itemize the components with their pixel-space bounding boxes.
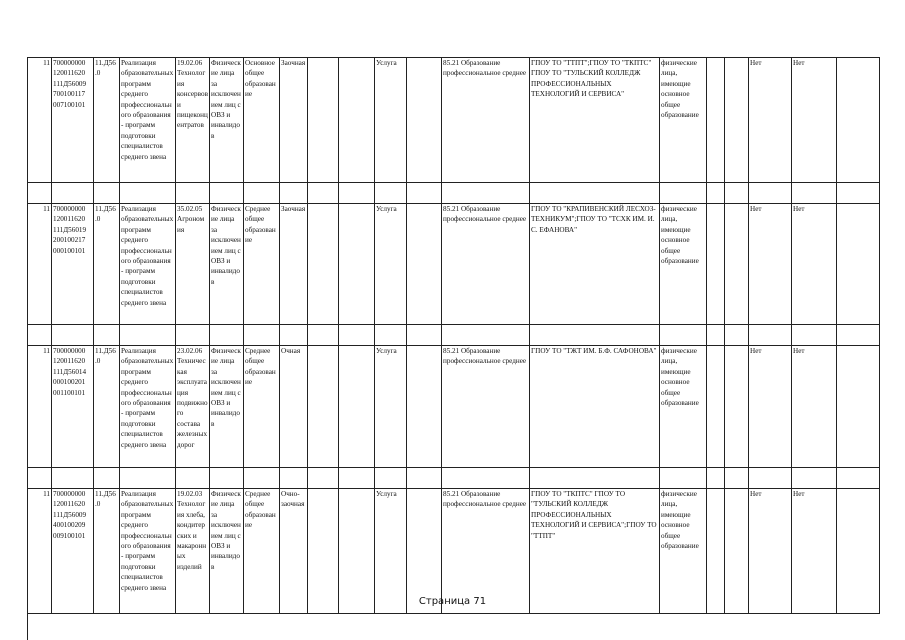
spacer-cell xyxy=(308,468,339,489)
spacer-cell xyxy=(244,183,280,204)
service-type-code: 11.Д56 .0 xyxy=(94,489,120,614)
education-form: Заочная xyxy=(280,58,308,183)
service-kind: Услуга xyxy=(375,58,407,183)
flag-regulated: Нет xyxy=(792,489,837,614)
spacer-cell xyxy=(120,468,176,489)
spacer-cell xyxy=(407,183,442,204)
empty-cell xyxy=(407,204,442,325)
service-kind: Услуга xyxy=(375,346,407,468)
okved-code: 85.21 Образование профессиональное среднее xyxy=(442,204,530,325)
registry-code: 700000000 120011620 111Д56009 700100117 007100101 xyxy=(52,58,94,183)
consumer-category: Физические лица за исключением лиц с ОВЗ и инвалидов xyxy=(210,58,244,183)
spacer-cell xyxy=(210,468,244,489)
consumers: физические лица, имеющие основное общее образование xyxy=(660,346,707,468)
empty-cell xyxy=(339,346,375,468)
spacer-cell xyxy=(442,468,530,489)
empty-cell xyxy=(308,489,339,614)
spacer-cell xyxy=(442,183,530,204)
service-name: Реализация образовательных программ среднего профессионального образования - программ подготовки специалистов среднего звена xyxy=(120,489,176,614)
spacer-cell xyxy=(210,325,244,346)
spacer-cell xyxy=(725,468,749,489)
spacer-cell xyxy=(28,325,52,346)
spacer-cell xyxy=(280,183,308,204)
empty-cell xyxy=(837,58,880,183)
spacer-cell xyxy=(52,183,94,204)
spacer-cell xyxy=(837,325,880,346)
registry-code: 700000000 120011620 111Д56014 000100201 001100101 xyxy=(52,346,94,468)
spacer-cell xyxy=(442,325,530,346)
spacer-cell xyxy=(530,325,660,346)
table-row xyxy=(28,489,880,614)
spacer-cell xyxy=(94,183,120,204)
empty-cell xyxy=(339,489,375,614)
row-number: 11 xyxy=(28,489,52,614)
service-type-code: 11.Д56 .0 xyxy=(94,204,120,325)
education-form: Заочная xyxy=(280,204,308,325)
spacer-cell xyxy=(792,325,837,346)
empty-cell xyxy=(707,489,725,614)
spacer-cell xyxy=(308,183,339,204)
spacer-cell xyxy=(210,183,244,204)
service-kind: Услуга xyxy=(375,204,407,325)
education-level: Среднее общее образование xyxy=(244,489,280,614)
flag-regulated: Нет xyxy=(792,58,837,183)
spacer-cell xyxy=(339,468,375,489)
services-registry-table xyxy=(27,57,880,614)
spacer-cell xyxy=(94,325,120,346)
spacer-cell xyxy=(280,468,308,489)
spacer-cell xyxy=(792,468,837,489)
flag-payable: Нет xyxy=(749,58,792,183)
empty-cell xyxy=(308,346,339,468)
consumers: физические лица, имеющие основное общее образование xyxy=(660,204,707,325)
spacer-cell xyxy=(176,183,210,204)
education-level: Основное общее образование xyxy=(244,58,280,183)
flag-regulated: Нет xyxy=(792,204,837,325)
empty-cell xyxy=(707,58,725,183)
spacer-cell xyxy=(792,183,837,204)
specialty: 19.02.06 Технология консервов и пищеконцентратов xyxy=(176,58,210,183)
spacer-cell xyxy=(280,325,308,346)
spacer-cell xyxy=(707,183,725,204)
service-name: Реализация образовательных программ среднего профессионального образования - программ подготовки специалистов среднего звена xyxy=(120,58,176,183)
spacer-cell xyxy=(375,468,407,489)
spacer-cell xyxy=(375,325,407,346)
spacer-cell xyxy=(339,325,375,346)
row-number: 11 xyxy=(28,204,52,325)
spacer-cell xyxy=(660,468,707,489)
spacer-cell xyxy=(52,325,94,346)
organizations: ГПОУ ТО "ТТПТ";ГПОУ ТО "ТКПТС" ГПОУ ТО "ТУЛЬСКИЙ КОЛЛЕДЖ ПРОФЕССИОНАЛЬНЫХ ТЕХНОЛОГИЙ И СЕРВИСА" xyxy=(530,58,660,183)
empty-cell xyxy=(407,58,442,183)
spacer-cell xyxy=(725,183,749,204)
empty-cell xyxy=(725,204,749,325)
service-kind: Услуга xyxy=(375,489,407,614)
spacer-cell xyxy=(707,468,725,489)
flag-regulated: Нет xyxy=(792,346,837,468)
education-form: Очно-заочная xyxy=(280,489,308,614)
spacer-cell xyxy=(530,183,660,204)
service-name: Реализация образовательных программ среднего профессионального образования - программ подготовки специалистов среднего звена xyxy=(120,346,176,468)
empty-cell xyxy=(837,346,880,468)
spacer-cell xyxy=(120,325,176,346)
spacer-cell xyxy=(375,183,407,204)
education-form: Очная xyxy=(280,346,308,468)
empty-cell xyxy=(707,346,725,468)
consumer-category: Физические лица за исключением лиц с ОВЗ и инвалидов xyxy=(210,204,244,325)
empty-cell xyxy=(339,58,375,183)
spacer-cell xyxy=(120,183,176,204)
spacer-cell xyxy=(244,468,280,489)
empty-cell xyxy=(308,204,339,325)
specialty: 23.02.06 Техническая эксплуатация подвижного состава железных дорог xyxy=(176,346,210,468)
spacer-cell xyxy=(339,183,375,204)
spacer-cell xyxy=(52,468,94,489)
empty-cell xyxy=(725,346,749,468)
consumer-category: Физические лица за исключением лиц с ОВЗ и инвалидов xyxy=(210,346,244,468)
empty-cell xyxy=(308,58,339,183)
spacer-cell xyxy=(308,325,339,346)
spacer-cell xyxy=(660,325,707,346)
registry-code: 700000000 120011620 111Д56009 400100209 009100101 xyxy=(52,489,94,614)
consumers: физические лица, имеющие основное общее образование xyxy=(660,489,707,614)
service-type-code: 11.Д56 .0 xyxy=(94,346,120,468)
spacer-cell xyxy=(749,468,792,489)
spacer-cell xyxy=(725,325,749,346)
education-level: Среднее общее образование xyxy=(244,204,280,325)
consumers: физические лица, имеющие основное общее образование xyxy=(660,58,707,183)
spacer-cell xyxy=(28,183,52,204)
empty-cell xyxy=(339,204,375,325)
spacer-cell xyxy=(837,468,880,489)
row-number: 11 xyxy=(28,346,52,468)
table-row xyxy=(28,204,880,325)
education-level: Среднее общее образование xyxy=(244,346,280,468)
empty-cell xyxy=(725,58,749,183)
specialty: 19.02.03 Технология хлеба, кондитерских и макаронных изделий xyxy=(176,489,210,614)
spacer-cell xyxy=(176,468,210,489)
empty-cell xyxy=(837,489,880,614)
organizations: ГПОУ ТО "ТКПТС" ГПОУ ТО "ТУЛЬСКИЙ КОЛЛЕДЖ ПРОФЕССИОНАЛЬНЫХ ТЕХНОЛОГИЙ И СЕРВИСА";ГПОУ ТО "ТТПТ" xyxy=(530,489,660,614)
okved-code: 85.21 Образование профессиональное среднее xyxy=(442,346,530,468)
spacer-cell xyxy=(407,468,442,489)
spacer-cell xyxy=(28,468,52,489)
empty-cell xyxy=(725,489,749,614)
okved-code: 85.21 Образование профессиональное среднее xyxy=(442,489,530,614)
spacer-cell xyxy=(94,468,120,489)
specialty: 35.02.05 Агрономия xyxy=(176,204,210,325)
row-number: 11 xyxy=(28,58,52,183)
spacer-cell xyxy=(244,325,280,346)
empty-cell xyxy=(407,489,442,614)
service-name: Реализация образовательных программ среднего профессионального образования - программ подготовки специалистов среднего звена xyxy=(120,204,176,325)
okved-code: 85.21 Образование профессиональное среднее xyxy=(442,58,530,183)
organizations: ГПОУ ТО "ТЖТ ИМ. Б.Ф. САФОНОВА" xyxy=(530,346,660,468)
row-spacer xyxy=(28,468,880,489)
empty-cell xyxy=(407,346,442,468)
spacer-cell xyxy=(530,468,660,489)
empty-cell xyxy=(707,204,725,325)
flag-payable: Нет xyxy=(749,489,792,614)
organizations: ГПОУ ТО "КРАПИВЕНСКИЙ ЛЕСХОЗ-ТЕХНИКУМ";ГПОУ ТО "ТСХК ИМ. И. С. ЕФАНОВА" xyxy=(530,204,660,325)
spacer-cell xyxy=(660,183,707,204)
spacer-cell xyxy=(749,183,792,204)
table-body xyxy=(28,58,880,614)
row-spacer xyxy=(28,183,880,204)
spacer-cell xyxy=(707,325,725,346)
spacer-cell xyxy=(407,325,442,346)
consumer-category: Физические лица за исключением лиц с ОВЗ и инвалидов xyxy=(210,489,244,614)
table-row xyxy=(28,58,880,183)
service-type-code: 11.Д56 .0 xyxy=(94,58,120,183)
spacer-cell xyxy=(837,183,880,204)
spacer-cell xyxy=(176,325,210,346)
spacer-cell xyxy=(749,325,792,346)
table-row xyxy=(28,346,880,468)
flag-payable: Нет xyxy=(749,346,792,468)
row-spacer xyxy=(28,325,880,346)
flag-payable: Нет xyxy=(749,204,792,325)
registry-code: 700000000 120011620 111Д56019 200100217 000100101 xyxy=(52,204,94,325)
empty-cell xyxy=(837,204,880,325)
page-number: Страница 71 xyxy=(418,596,487,607)
